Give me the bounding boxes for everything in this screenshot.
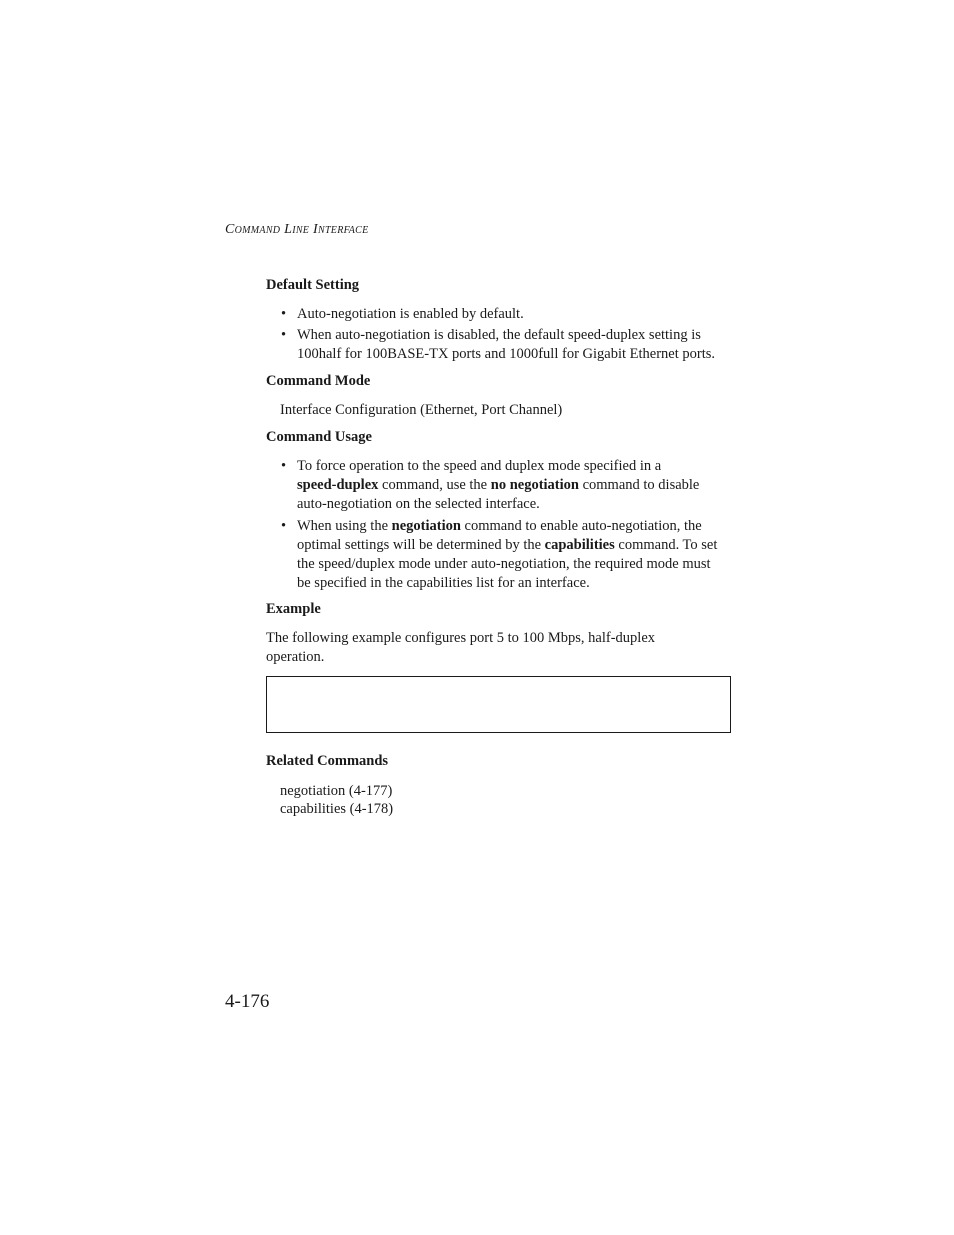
default-setting-heading: Default Setting (266, 277, 360, 293)
bullet-icon: • (281, 518, 287, 534)
command-usage-heading: Command Usage (266, 429, 372, 445)
list-item-text: Auto-negotiation is enabled by default. (297, 306, 524, 322)
bullet-icon: • (281, 327, 287, 343)
command-keyword: negotiation (391, 518, 461, 534)
list-item-fragment: optimal settings will be determined by the (297, 537, 545, 553)
list-item-line: 100half for 100BASE-TX ports and 1000full for Gigabit Ethernet ports. (297, 346, 716, 362)
related-command-link: capabilities (4-178) (280, 801, 394, 817)
list-item-line: When auto-negotiation is disabled, the default speed-duplex setting is (297, 327, 701, 343)
example-line: operation. (266, 649, 325, 665)
command-mode-heading: Command Mode (266, 373, 371, 389)
list-item-text (297, 457, 737, 514)
list-item-line: auto-negotiation on the selected interface. (297, 496, 540, 512)
command-keyword: no negotiation (490, 477, 579, 493)
list-item-line: the speed/duplex mode under auto-negotiation, the required mode must (297, 556, 711, 572)
example-heading: Example (266, 601, 321, 617)
list-item-fragment: command. To set (614, 537, 718, 553)
command-keyword: speed-duplex (297, 477, 379, 493)
list-item-line: be specified in the capabilities list for an interface. (297, 575, 590, 591)
example-line: The following example configures port 5 to 100 Mbps, half-duplex (266, 630, 656, 646)
list-item-fragment: When using the (297, 518, 392, 534)
running-head: Command Line Interface (225, 222, 369, 237)
command-mode-text: Interface Configuration (Ethernet, Port Channel) (280, 402, 563, 418)
bullet-icon: • (281, 306, 287, 322)
list-item-text (297, 517, 737, 593)
related-command-link: negotiation (4-177) (280, 783, 393, 799)
page-number: 4-176 (225, 991, 270, 1012)
list-item-text (297, 326, 737, 364)
command-keyword: capabilities (544, 537, 615, 553)
example-code-box (266, 676, 731, 733)
list-item-line: To force operation to the speed and duplex mode specified in a (297, 458, 662, 474)
list-item-fragment: command to enable auto-negotiation, the (460, 518, 702, 534)
list-item-fragment: command to disable (578, 477, 700, 493)
related-commands-heading: Related Commands (266, 753, 389, 769)
list-item-fragment: command, use the (378, 477, 491, 493)
example-text (266, 629, 706, 667)
bullet-icon: • (281, 458, 287, 474)
